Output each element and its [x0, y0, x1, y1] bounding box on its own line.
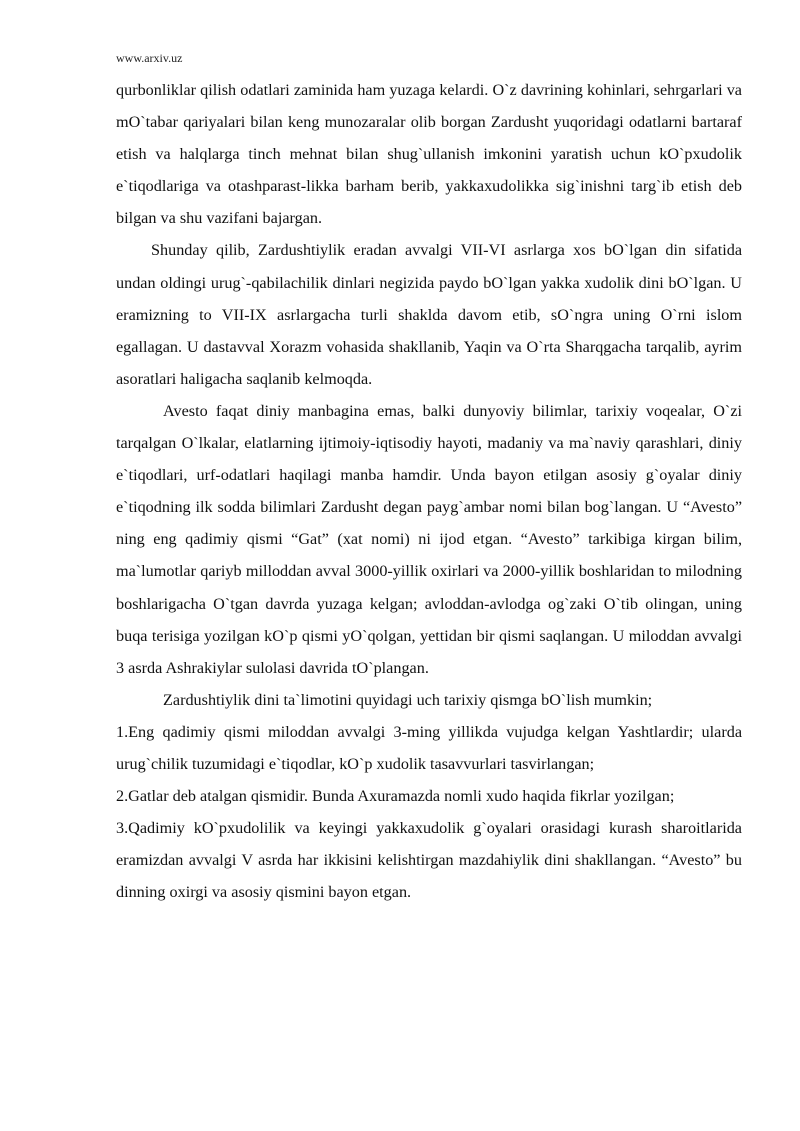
site-url: www.arxiv.uz [116, 51, 183, 65]
paragraph: Avesto faqat diniy manbagina emas, balki dunyoviy bilimlar, tarixiy voqealar, O`zi tarqalgan O`lkalar, elatlarning ijtimoiy-iqtisodiy hayoti, madaniy va ma`naviy qarashlari, diniy e`tiqodlari, urf-odatlari haqilagi manba hamdir. Unda bayon etilgan asosiy g`oyalar diniy e`tiqodning ilk sodda bilimlari Zardusht degan payg`ambar nomi bilan bog`langan. U “Avesto” ning eng qadimiy qismi “Gat” (xat nomi) ni ijod etgan. “Avesto” tarkibiga kirgan bilim, ma`lumotlar qariyb milloddan avval 3000-yillik oxirlari va 2000-yillik boshlaridan to milodning boshlarigacha O`tgan davrda yuzaga kelgan; avloddan-avlodga og`zaki O`tib olingan, uning buqa terisiga yozilgan kO`p qismi yO`qolgan, yettidan bir qismi saqlangan. U miloddan avvalgi 3 asrda Ashrakiylar sulolasi davrida tO`plangan. [116, 401, 742, 677]
paragraph: Shunday qilib, Zardushtiylik eradan avvalgi VII-VI asrlarga xos bO`lgan din sifatida undan oldingi urug`-qabilachilik dinlari negizida paydo bO`lgan yakka xudolik dini bO`lgan. U eramizning to VII-IX asrlargacha turli shaklda davom etib, sO`ngra uning O`rni islom egallagan. U dastavval Xorazm vohasida shakllanib, Yaqin va O`rta Sharqgacha tarqalib, ayrim asoratlari haligacha saqlanib kelmoqda. [116, 241, 742, 388]
list-item: 2.Gatlar deb atalgan qismidir. Bunda Axuramazda nomli xudo haqida fikrlar yozilgan; [116, 787, 675, 806]
list-item: 1.Eng qadimiy qismi miloddan avvalgi 3-ming yillikda vujudga kelgan Yashtlardir; ularda urug`chilik tuzumidagi e`tiqodlar, kO`p xudolik tasavvurlari tasvirlangan; [116, 722, 742, 773]
list-item: 3.Qadimiy kO`pxudolilik va keyingi yakkaxudolik g`oyalari orasidagi kurash sharoitlarida eramizdan avvalgi V asrda har ikkisini kelishtirgan mazdahiylik dini shakllangan. “Avesto” bu dinning oxirgi va asosiy qismini bayon etgan. [116, 819, 742, 902]
paragraph: qurbonliklar qilish odatlari zaminida ham yuzaga kelardi. O`z davrining kohinlari, sehrgarlari va mO`tabar qariyalari bilan keng munozaralar olib borgan Zardusht yuqoridagi odatlarni bartaraf etish va halqlarga tinch mehnat bilan shug`ullanish imkonini yaratish uchun kO`pxudolik e`tiqodlariga va otashparast-likka barham berib, yakkaxudolikka sig`inishni targ`ib etish deb bilgan va shu vazifani bajargan. [116, 81, 742, 228]
document-body [116, 74, 742, 908]
paragraph: Zardushtiylik dini ta`limotini quyidagi uch tarixiy qismga bO`lish mumkin; [163, 690, 653, 709]
